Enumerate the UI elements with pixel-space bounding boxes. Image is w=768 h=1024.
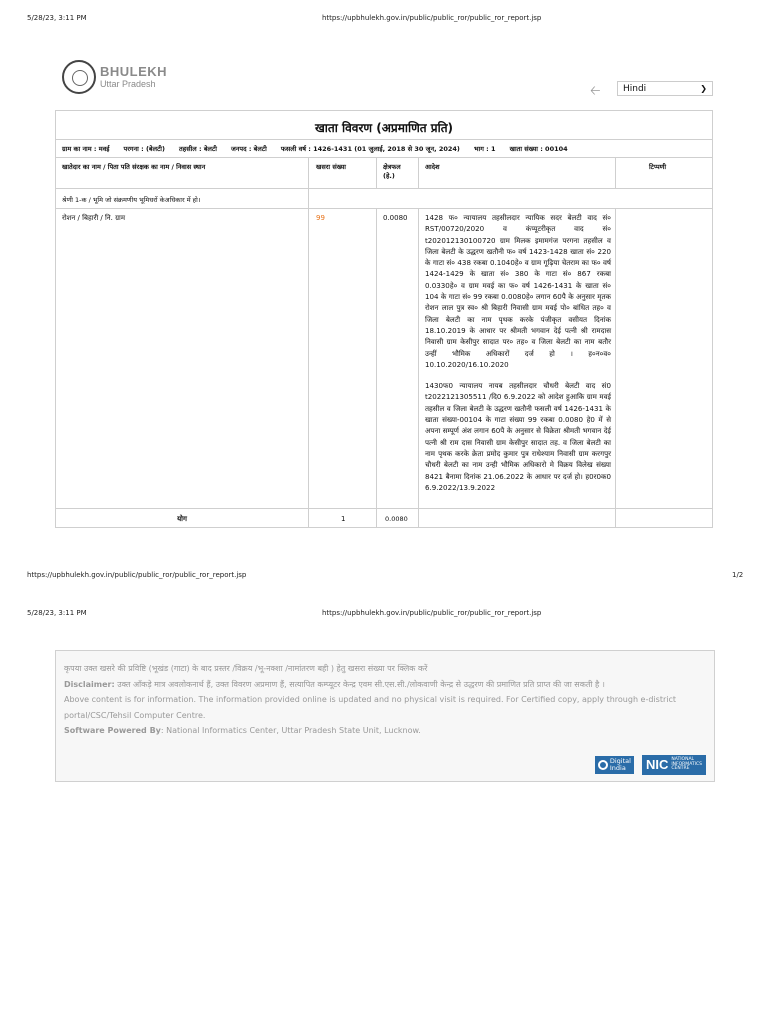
language-selected: Hindi [623, 83, 647, 94]
pargana-name: परगना : (बेलटी) [123, 145, 165, 153]
owner-name: रोशन / बिहारी / नि. ग्राम [62, 214, 126, 222]
col-area-line2: (हे.) [383, 172, 395, 181]
col-area [383, 163, 401, 181]
col-khasra: खसरा संख्या [316, 163, 346, 171]
order-paragraph-2: 1430फ0 न्यायालय नायब तहसीलदार चौधरी बेलटी वाद सं0 t2022121305511 /दि0 6.9.2022 को आदेश हुआकि ग्राम मवई तहसील व जिला बेलटी के उद्धरण खतौनी फसली वर्ष 1426-1431 के खाता संख्या-00104 के गाटा संख्या 99 रकबा 0.0080 हे0 में से अपना सम्पूर्ण अंश लगान 60पै के अनुसार से विक्रेता श्रीमती भगवान देई पत्नी श्री राम दास निवासी ग्राम केसीपुर सादात तह. व जिला बेलटी का नाम पृथक करके क्रेता प्रमोद कुमार पुत्र राधेश्याम निवासी ग्राम करगपुर चौधरी बेलटी का नाम उन्ही भौमिक अधिकारो मे विक्रय विलेख संख्या 8421 बैनामा दिनांक 21.06.2022 के आधार पर दर्ज हो। ह0र0क0 6.9.2022/13.9.2022 [425, 381, 611, 492]
area-value: 0.0080 [383, 214, 408, 222]
brand-state: Uttar Pradesh [100, 79, 156, 89]
print-footer-url: https://upbhulekh.gov.in/public/public_ror/public_ror_report.jsp [27, 571, 247, 579]
up-seal-icon [62, 60, 96, 94]
disclaimer-label: Disclaimer: [64, 679, 115, 689]
khata-number: खाता संख्या : 00104 [509, 145, 568, 153]
report-info-row [62, 144, 580, 153]
nic-full-2: INFORMATICS [671, 761, 702, 767]
nic-text: NIC [645, 757, 669, 773]
disclaimer-hindi-line [64, 677, 706, 693]
digital-india-icon [598, 760, 608, 770]
nic-logo[interactable] [642, 755, 706, 775]
print-datetime: 5/28/23, 3:11 PM [27, 14, 87, 22]
khasra-click-note: कृपया उक्त खसरे की प्रविष्टि (भूखंड (गाटा) के बाद प्रस्तर /विक्रय /भू-नक्शा /नामांतरण बही ) हेतु खसरा संख्या पर क्लिक करें [64, 664, 428, 673]
print-url: https://upbhulekh.gov.in/public/public_ror/public_ror_report.jsp [322, 14, 542, 22]
col-area-line1: क्षेत्रफल [383, 163, 401, 171]
disclaimer-hindi: उक्त आँकड़े मात्र अवलोकनार्थ हैं, उक्त विवरण अप्रमाण हैं, सत्यापित कम्प्यूटर केन्द्र एवम सी.एस.सी./लोकवाणी केन्द्र से उद्धरण की प्रमाणित प्रति प्राप्त की जा सकती है । [117, 679, 605, 689]
language-select[interactable] [617, 81, 713, 96]
village-name: ग्राम का नाम : मवई [62, 145, 110, 153]
print-page-number: 1/2 [732, 571, 744, 579]
total-area: 0.0080 [385, 515, 408, 523]
back-arrow-icon[interactable]: 🡠 [590, 84, 601, 99]
nic-full-3: CENTRE [671, 766, 690, 772]
digital-india-text-2: India [609, 764, 626, 772]
print-datetime-page2: 5/28/23, 3:11 PM [27, 609, 87, 617]
powered-by: : National Informatics Center, Uttar Pradesh State Unit, Lucknow. [160, 726, 421, 736]
tehsil-name: तहसील : बेलटी [179, 145, 217, 153]
powered-by-line [64, 723, 706, 739]
nic-full-1: NATIONAL [671, 756, 695, 762]
col-owner: खातेदार का नाम / पिता पति संरक्षक का नाम / निवास स्थान [62, 163, 206, 171]
report-title: खाता विवरण (अप्रमाणित प्रति) [314, 121, 454, 135]
ror-report-table [55, 110, 713, 528]
powered-label: Software Powered By [64, 726, 161, 736]
bhulekh-logo[interactable] [62, 60, 167, 94]
order-text [425, 212, 611, 503]
col-order: आदेश [425, 163, 440, 171]
chevron-down-icon: ❯ [700, 84, 707, 93]
total-label: योग [177, 515, 187, 523]
bhag-number: भाग : 1 [473, 145, 496, 153]
district-name: जनपद : बेलटी [230, 145, 267, 153]
print-url-page2: https://upbhulekh.gov.in/public/public_ror/public_ror_report.jsp [322, 609, 542, 617]
col-remarks: टिप्पणी [649, 163, 667, 171]
fasli-year: फसली वर्ष : 1426-1431 (01 जुलाई, 2018 से 30 जून, 2024) [280, 145, 460, 153]
khasra-number-link[interactable]: 99 [316, 214, 325, 222]
digital-india-logo[interactable] [595, 756, 634, 774]
category-row: श्रेणी 1-क / भूमि जो संक्रमणीय भूमिधरों केअधिकार में हो। [62, 196, 201, 204]
total-khasra-count: 1 [341, 515, 346, 523]
brand-name: BHULEKH [100, 64, 168, 79]
disclaimer-box [55, 650, 715, 782]
disclaimer-english: Above content is for information. The information provided online is updated and no physical visit is required. For Certified copy, apply through e-district portal/CSC/Tehsil Computer Centre. [64, 695, 677, 720]
order-paragraph-1: 1428 फ० न्यायालय तहसीलदार न्यायिक सदर बेलटी वाद सं० RST/00720/2020 व कंप्यूटरीकृत वाद सं० t202012130100720 ग्राम मिलक इमामगंज परगना तहसील व जिला बेलटी के उद्धरण खतौनी फ० वर्ष 1423-1428 खाता सं० 220 के गाटा सं० 438 रकबा 0.1040हे० व ग्राम गूढ़िया चेतराम का फ० वर्ष 1424-1429 के खाता सं० 380 के गाटा सं० 867 रकबा 0.0330हे० व ग्राम मवई का फ० वर्ष 1426-1431 के खाता सं० 104 के गाटा सं० 99 रकबा 0.0080हे० लगान 60पै के अनुसार मृतक रोशन लाल पुत्र स्व० श्री बिहारी निवासी ग्राम मवई पो० बांधित तह० व जिला बेलटी का नाम पृथक करके पंजीकृत वसीयत दिनांक 18.10.2019 के आधार पर श्रीमती भगवान देई पत्नी श्री रामदास निवासी ग्राम केसीपुर सादात पर० तह० व जिला बेलटी का नाम बतौर उन्हीं भौमिक अधिकारों दर्ज हो । ह०न०व० 10.10.2020/16.10.2020 [425, 213, 611, 369]
digital-india-text-1: Digital [609, 756, 631, 765]
